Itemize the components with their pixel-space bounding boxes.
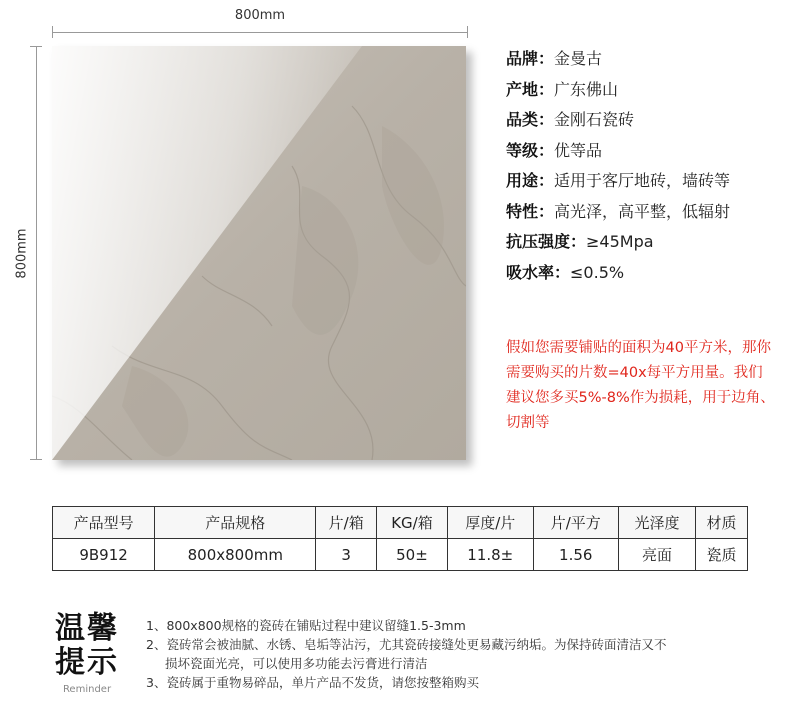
width-label: 800mm	[234, 8, 286, 23]
table-header: 产品型号	[53, 507, 155, 539]
tip-item: 3、瓷砖属于重物易碎品，单片产品不发货，请您按整箱购买	[146, 675, 479, 690]
table-cell: 50±	[376, 539, 447, 571]
table-cell: 11.8±	[448, 539, 533, 571]
reminder-title-line1: 温馨	[55, 611, 119, 646]
table-header: 光泽度	[619, 507, 696, 539]
reminder-title-line2: 提示	[55, 645, 119, 680]
spec-usage: 用途：适用于客厅地砖，墙砖等	[506, 171, 731, 190]
spec-water-absorption: 吸水率：≤0.5%	[506, 262, 625, 282]
tip-item: 损坏瓷面光亮，可以使用多功能去污膏进行清洁	[165, 656, 428, 671]
table-header: KG/箱	[376, 507, 447, 539]
table-cell: 亮面	[619, 539, 696, 571]
table-header: 产品规格	[155, 507, 316, 539]
table-cell: 800x800mm	[155, 539, 316, 571]
table-header: 片/平方	[533, 507, 618, 539]
product-params-table	[52, 506, 748, 571]
spec-origin: 产地：广东佛山	[506, 79, 619, 99]
table-header: 片/箱	[316, 507, 376, 539]
height-dimension	[14, 46, 38, 460]
reminder-heading	[52, 612, 122, 695]
tile-image	[52, 46, 466, 460]
table-header: 厚度/片	[448, 507, 533, 539]
table-header: 材质	[696, 507, 748, 539]
tip-item: 1、800x800规格的瓷砖在铺贴过程中建议留缝1.5-3mm	[146, 618, 466, 633]
spec-list	[506, 44, 786, 288]
table-cell: 3	[316, 539, 376, 571]
tip-item: 2、瓷砖常会被油腻、水锈、皂垢等沾污，尤其瓷砖接缝处更易藏污纳垢。为保持砖面清洁又不	[146, 637, 667, 652]
spec-category: 品类：金刚石瓷砖	[506, 110, 635, 129]
reminder-tips	[146, 616, 766, 692]
purchase-note: 假如您需要铺贴的面积为40平方米，那你需要购买的片数=40x每平方用量。我们建议您多买5%-8%作为损耗，用于边角、切割等	[506, 340, 775, 431]
table-header-row	[53, 507, 748, 539]
reminder-subtitle: Reminder	[62, 684, 112, 695]
width-dimension	[52, 8, 468, 28]
spec-strength: 抗压强度：≥45Mpa	[506, 232, 654, 251]
spec-features: 特性：高光泽，高平整，低辐射	[506, 201, 731, 221]
spec-brand: 品牌：金曼古	[506, 49, 603, 68]
height-label: 800mm	[14, 228, 30, 279]
table-cell: 瓷质	[696, 539, 748, 571]
table-cell: 9B912	[53, 539, 155, 571]
spec-grade: 等级：优等品	[506, 140, 603, 160]
table-cell: 1.56	[533, 539, 618, 571]
table-row	[53, 539, 748, 571]
